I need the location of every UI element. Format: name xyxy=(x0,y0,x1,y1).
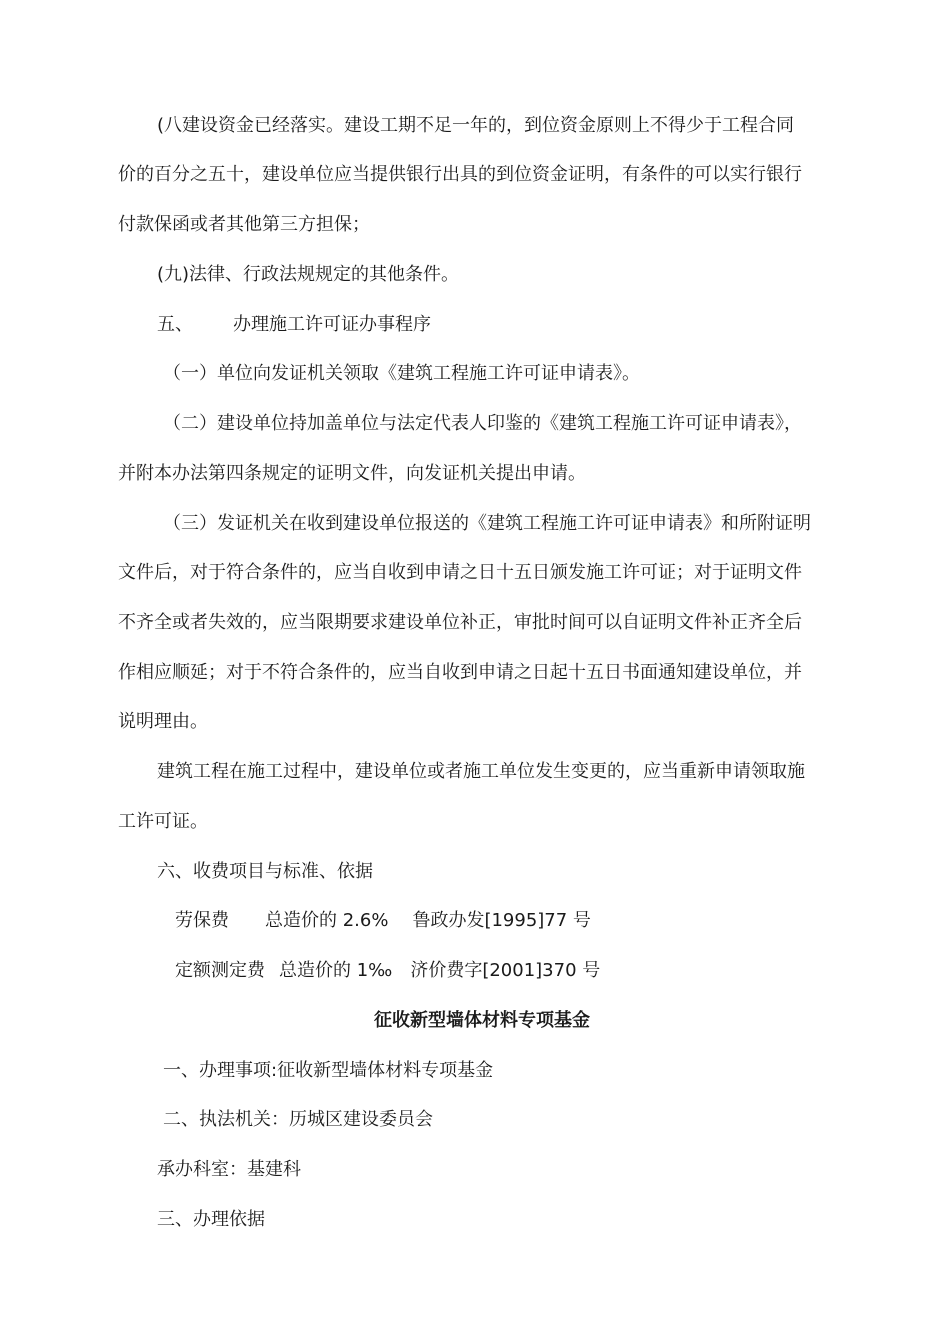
paragraph-line: （一）单位向发证机关领取《建筑工程施工许可证申请表》。 xyxy=(163,363,640,384)
paragraph-line: 付款保函或者其他第三方担保； xyxy=(118,214,370,235)
paragraph-line: 承办科室：基建科 xyxy=(157,1159,301,1180)
paragraph-line: 工许可证。 xyxy=(118,811,208,832)
paragraph-line: 作相应顺延；对于不符合条件的，应当自收到申请之日起十五日书面通知建设单位，并 xyxy=(118,662,802,683)
paragraph-line: 不齐全或者失效的，应当限期要求建设单位补正，审批时间可以自证明文件补正齐全后 xyxy=(118,612,802,633)
section-number: 五、 xyxy=(157,314,193,335)
paragraph-line: (八建设资金已经落实。建设工期不足一年的，到位资金原则上不得少于工程合同 xyxy=(157,115,795,136)
fee-row xyxy=(175,959,600,983)
paragraph-line: 六、收费项目与标准、依据 xyxy=(157,861,373,882)
paragraph-line: 价的百分之五十，建设单位应当提供银行出具的到位资金证明，有条件的可以实行银行 xyxy=(118,164,802,185)
paragraph-line: 建筑工程在施工过程中，建设单位或者施工单位发生变更的，应当重新申请领取施 xyxy=(157,761,805,782)
paragraph-line: （三）发证机关在收到建设单位报送的《建筑工程施工许可证申请表》和所附证明 xyxy=(163,513,811,534)
section-title: 办理施工许可证办事程序 xyxy=(233,314,431,335)
fee-rate: 总造价的 2.6% xyxy=(265,910,389,931)
paragraph-line: 文件后，对于符合条件的，应当自收到申请之日十五日颁发施工许可证；对于证明文件 xyxy=(118,562,802,583)
paragraph-line: 二、执法机关：历城区建设委员会 xyxy=(163,1109,433,1130)
paragraph-line: 说明理由。 xyxy=(118,711,208,732)
fee-rate: 总造价的 1‰ xyxy=(279,960,393,981)
fee-basis: 济价费字[2001]370 号 xyxy=(410,960,601,981)
section-heading xyxy=(157,313,431,337)
paragraph-line: (九)法律、行政法规规定的其他条件。 xyxy=(157,264,460,285)
fee-name: 劳保费 xyxy=(175,910,229,931)
fee-basis: 鲁政办发[1995]77 号 xyxy=(412,910,591,931)
section-title-bold: 征收新型墙体材料专项基金 xyxy=(374,1010,590,1031)
paragraph-line: 三、办理依据 xyxy=(157,1209,265,1230)
fee-name: 定额测定费 xyxy=(175,960,265,981)
paragraph-line: 一、办理事项:征收新型墙体材料专项基金 xyxy=(163,1060,494,1081)
paragraph-line: 并附本办法第四条规定的证明文件，向发证机关提出申请。 xyxy=(118,463,586,484)
paragraph-line: （二）建设单位持加盖单位与法定代表人印鉴的《建筑工程施工许可证申请表》， xyxy=(163,413,802,434)
fee-row xyxy=(175,909,591,933)
